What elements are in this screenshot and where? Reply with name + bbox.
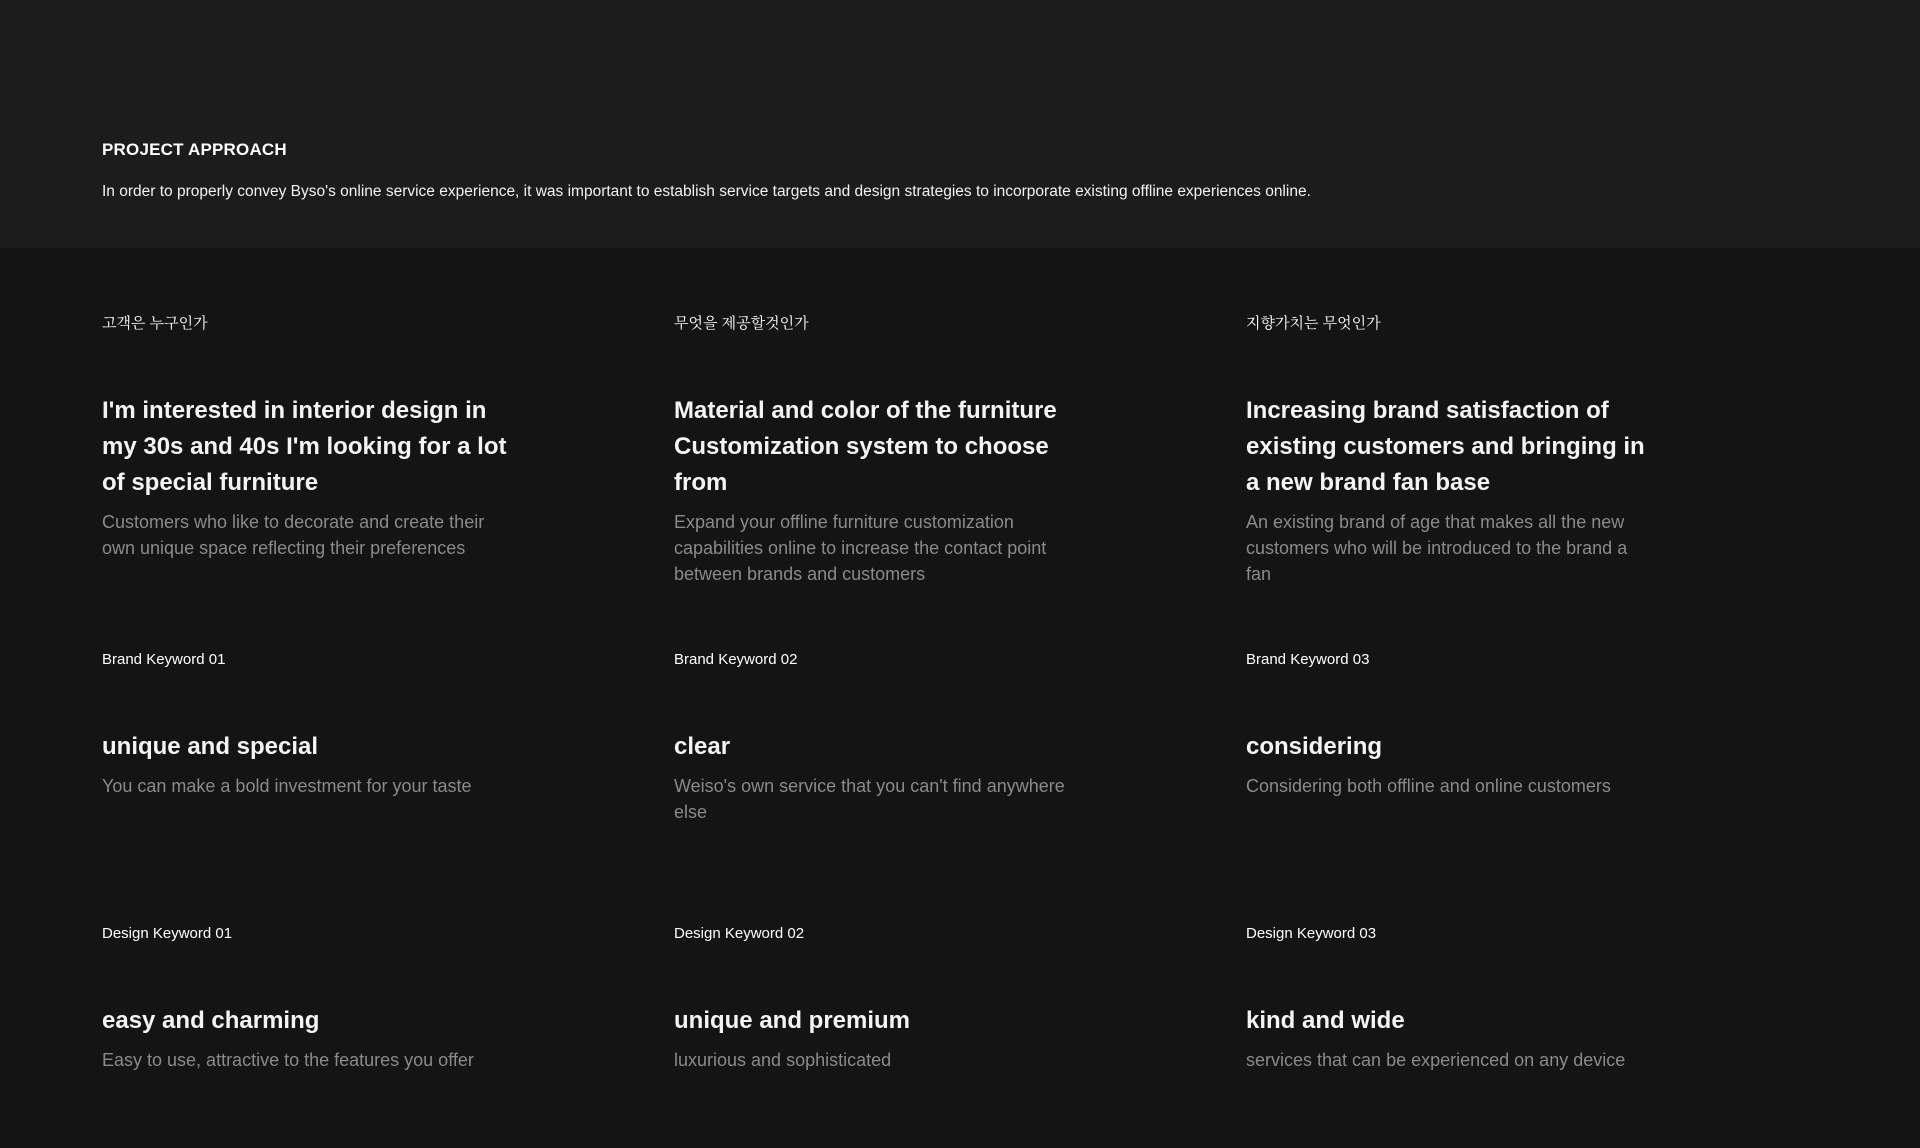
card-label: 고객은 누구인가 (102, 315, 208, 332)
design-keyword-card (674, 924, 1094, 1073)
card-description: services that can be experienced on any device (1246, 1050, 1626, 1070)
card-heading: I'm interested in interior design in my 30s and 40s I'm looking for a lot of special furniture (102, 397, 507, 496)
card-label: Design Keyword 02 (674, 925, 805, 942)
card-heading: considering (1246, 733, 1383, 760)
card-description: An existing brand of age that makes all the new customers who will be introduced to the brand a fan (1246, 512, 1628, 584)
design-keyword-card (1246, 924, 1666, 1073)
card-description: Expand your offline furniture customization capabilities online to increase the contact point between brands and customers (674, 512, 1047, 584)
card-label: Brand Keyword 03 (1246, 651, 1370, 668)
target-customer-card (102, 314, 522, 561)
card-label: 무엇을 제공할것인가 (674, 315, 809, 332)
section-description: In order to properly convey Byso's online service experience, it was important to establish service targets and design strategies to incorporate existing offline experiences online. (102, 183, 1311, 200)
card-label: Brand Keyword 02 (674, 651, 798, 668)
project-approach-section (0, 0, 1920, 248)
value-card (1246, 314, 1666, 587)
card-label: Design Keyword 03 (1246, 925, 1377, 942)
card-heading: clear (674, 733, 731, 760)
card-description: Easy to use, attractive to the features you offer (102, 1050, 474, 1070)
card-label: Design Keyword 01 (102, 925, 233, 942)
card-heading: Material and color of the furniture Customization system to choose from (674, 397, 1057, 496)
card-heading: easy and charming (102, 1007, 320, 1034)
section-title: PROJECT APPROACH (102, 140, 287, 159)
card-label: 지향가치는 무엇인가 (1246, 315, 1381, 332)
card-heading: unique and premium (674, 1007, 911, 1034)
card-description: Weiso's own service that you can't find anywhere else (674, 776, 1065, 822)
card-description: You can make a bold investment for your taste (102, 776, 472, 796)
card-description: luxurious and sophisticated (674, 1050, 892, 1070)
card-heading: kind and wide (1246, 1007, 1405, 1034)
brand-keyword-card (1246, 650, 1666, 799)
brand-keyword-card (102, 650, 522, 799)
design-keyword-card (102, 924, 522, 1073)
offering-card (674, 314, 1094, 587)
approach-grid (0, 248, 1920, 1148)
card-description: Customers who like to decorate and create their own unique space reflecting their preferences (102, 512, 485, 558)
card-heading: unique and special (102, 733, 319, 760)
card-heading: Increasing brand satisfaction of existing customers and bringing in a new brand fan base (1246, 397, 1645, 496)
card-description: Considering both offline and online customers (1246, 776, 1611, 796)
brand-keyword-card (674, 650, 1094, 825)
card-label: Brand Keyword 01 (102, 651, 226, 668)
